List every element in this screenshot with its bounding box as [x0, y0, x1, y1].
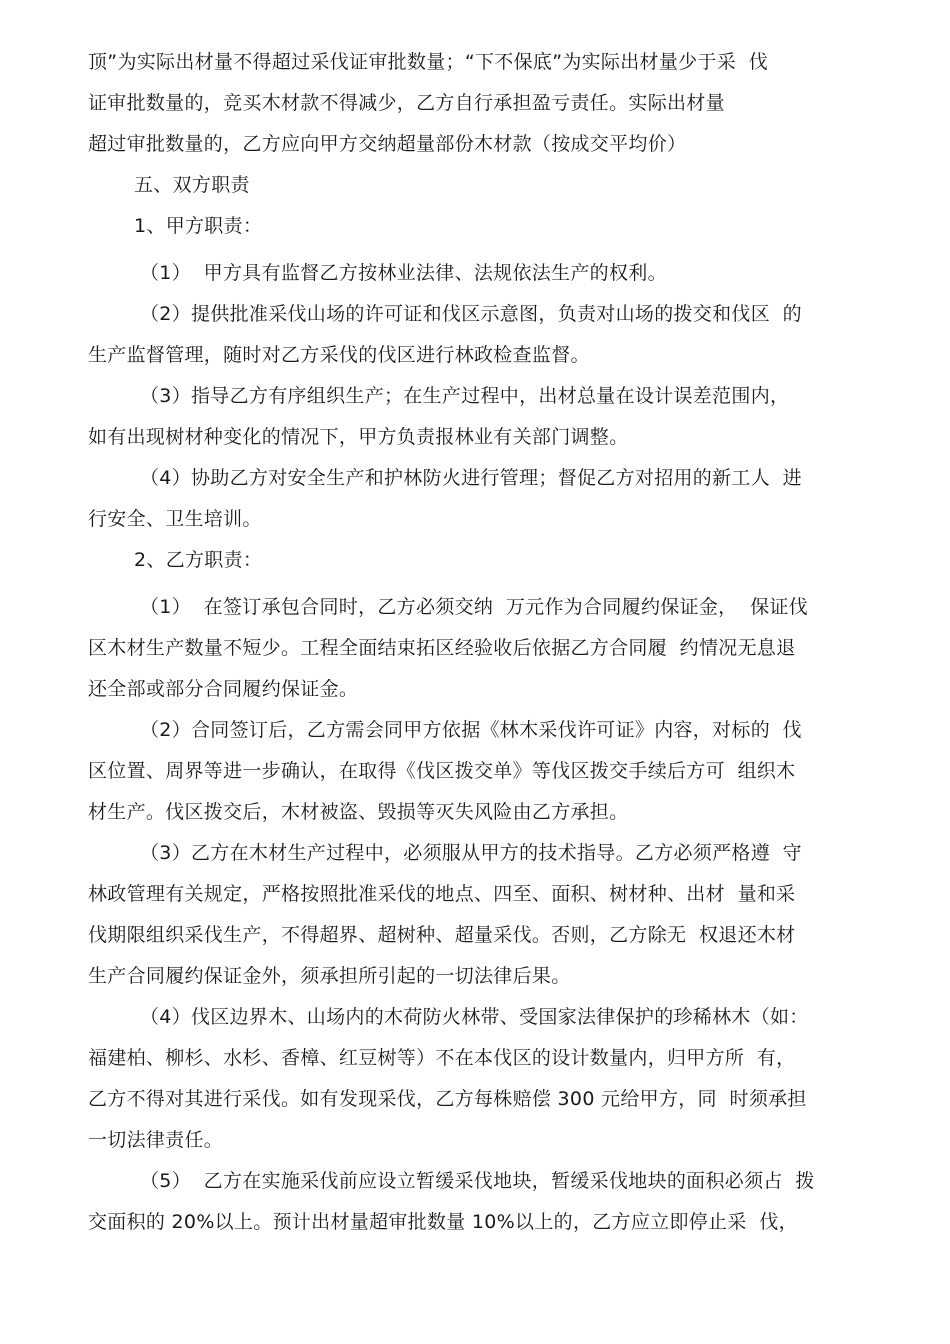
body-text-line: 超过审批数量的，乙方应向甲方交纳超量部份木材款（按成交平均价）: [88, 133, 687, 155]
body-text-line: 如有出现树材种变化的情况下，甲方负责报林业有关部门调整。: [88, 426, 629, 448]
body-text-line: （3）指导乙方有序组织生产；在生产过程中，出材总量在设计误差范围内，: [140, 385, 790, 407]
body-text-line: （1） 在签订承包合同时，乙方必须交纳 万元作为合同履约保证金， 保证伐: [140, 596, 809, 618]
subsection-heading: 2、乙方职责：: [134, 549, 263, 571]
body-text-line: （2）提供批准采伐山场的许可证和伐区示意图，负责对山场的拨交和伐区 的: [140, 303, 802, 325]
body-text-line: 材生产。伐区拨交后，木材被盗、毁损等灭失风险由乙方承担。: [88, 801, 629, 823]
body-text-line: 一切法律责任。: [88, 1129, 224, 1151]
body-text-line: 证审批数量的，竞买木材款不得减少，乙方自行承担盈亏责任。实际出材量: [88, 92, 725, 114]
body-text-line: 区位置、周界等进一步确认，在取得《伐区拨交单》等伐区拨交手续后方可 组织木: [88, 760, 796, 782]
body-text-line: 伐期限组织采伐生产，不得超界、超树种、超量采伐。否则，乙方除无 权退还木材: [88, 924, 796, 946]
body-text-line: （4）伐区边界木、山场内的木荷防火林带、受国家法律保护的珍稀林木（如：: [140, 1006, 809, 1028]
body-text-line: 林政管理有关规定，严格按照批准采伐的地点、四至、面积、树材种、出材 量和采: [88, 883, 796, 905]
body-text-line: （3）乙方在木材生产过程中，必须服从甲方的技术指导。乙方必须严格遵 守: [140, 842, 802, 864]
body-text-line: 顶”为实际出材量不得超过采伐证审批数量；“下不保底”为实际出材量少于采 伐: [88, 51, 769, 73]
body-text-line: 生产监督管理，随时对乙方采伐的伐区进行林政检查监督。: [88, 344, 590, 366]
body-text-line: 乙方不得对其进行采伐。如有发现采伐，乙方每株赔偿 300 元给甲方，同 时须承担: [88, 1088, 807, 1110]
body-text-line: 交面积的 20%以上。预计出材量超审批数量 10%以上的，乙方应立即停止采 伐，: [88, 1211, 798, 1233]
body-text-line: 生产合同履约保证金外，须承担所引起的一切法律后果。: [88, 965, 571, 987]
body-text-line: （1） 甲方具有监督乙方按林业法律、法规依法生产的权利。: [140, 262, 667, 284]
body-text-line: （2）合同签订后，乙方需会同甲方依据《林木采伐许可证》内容，对标的 伐: [140, 719, 802, 741]
body-text-line: （5） 乙方在实施采伐前应设立暂缓采伐地块，暂缓采伐地块的面积必须占 拨: [140, 1170, 815, 1192]
subsection-heading: 1、甲方职责：: [134, 215, 263, 237]
body-text-line: 福建柏、柳杉、水杉、香樟、红豆树等）不在本伐区的设计数量内，归甲方所 有，: [88, 1047, 796, 1069]
body-text-line: （4）协助乙方对安全生产和护林防火进行管理；督促乙方对招用的新工人 进: [140, 467, 802, 489]
body-text-line: 行安全、卫生培训。: [88, 508, 262, 530]
body-text-line: 还全部或部分合同履约保证金。: [88, 678, 359, 700]
section-heading: 五、双方职责: [134, 174, 250, 196]
body-text-line: 区木材生产数量不短少。工程全面结束拓区经验收后依据乙方合同履 约情况无息退: [88, 637, 796, 659]
